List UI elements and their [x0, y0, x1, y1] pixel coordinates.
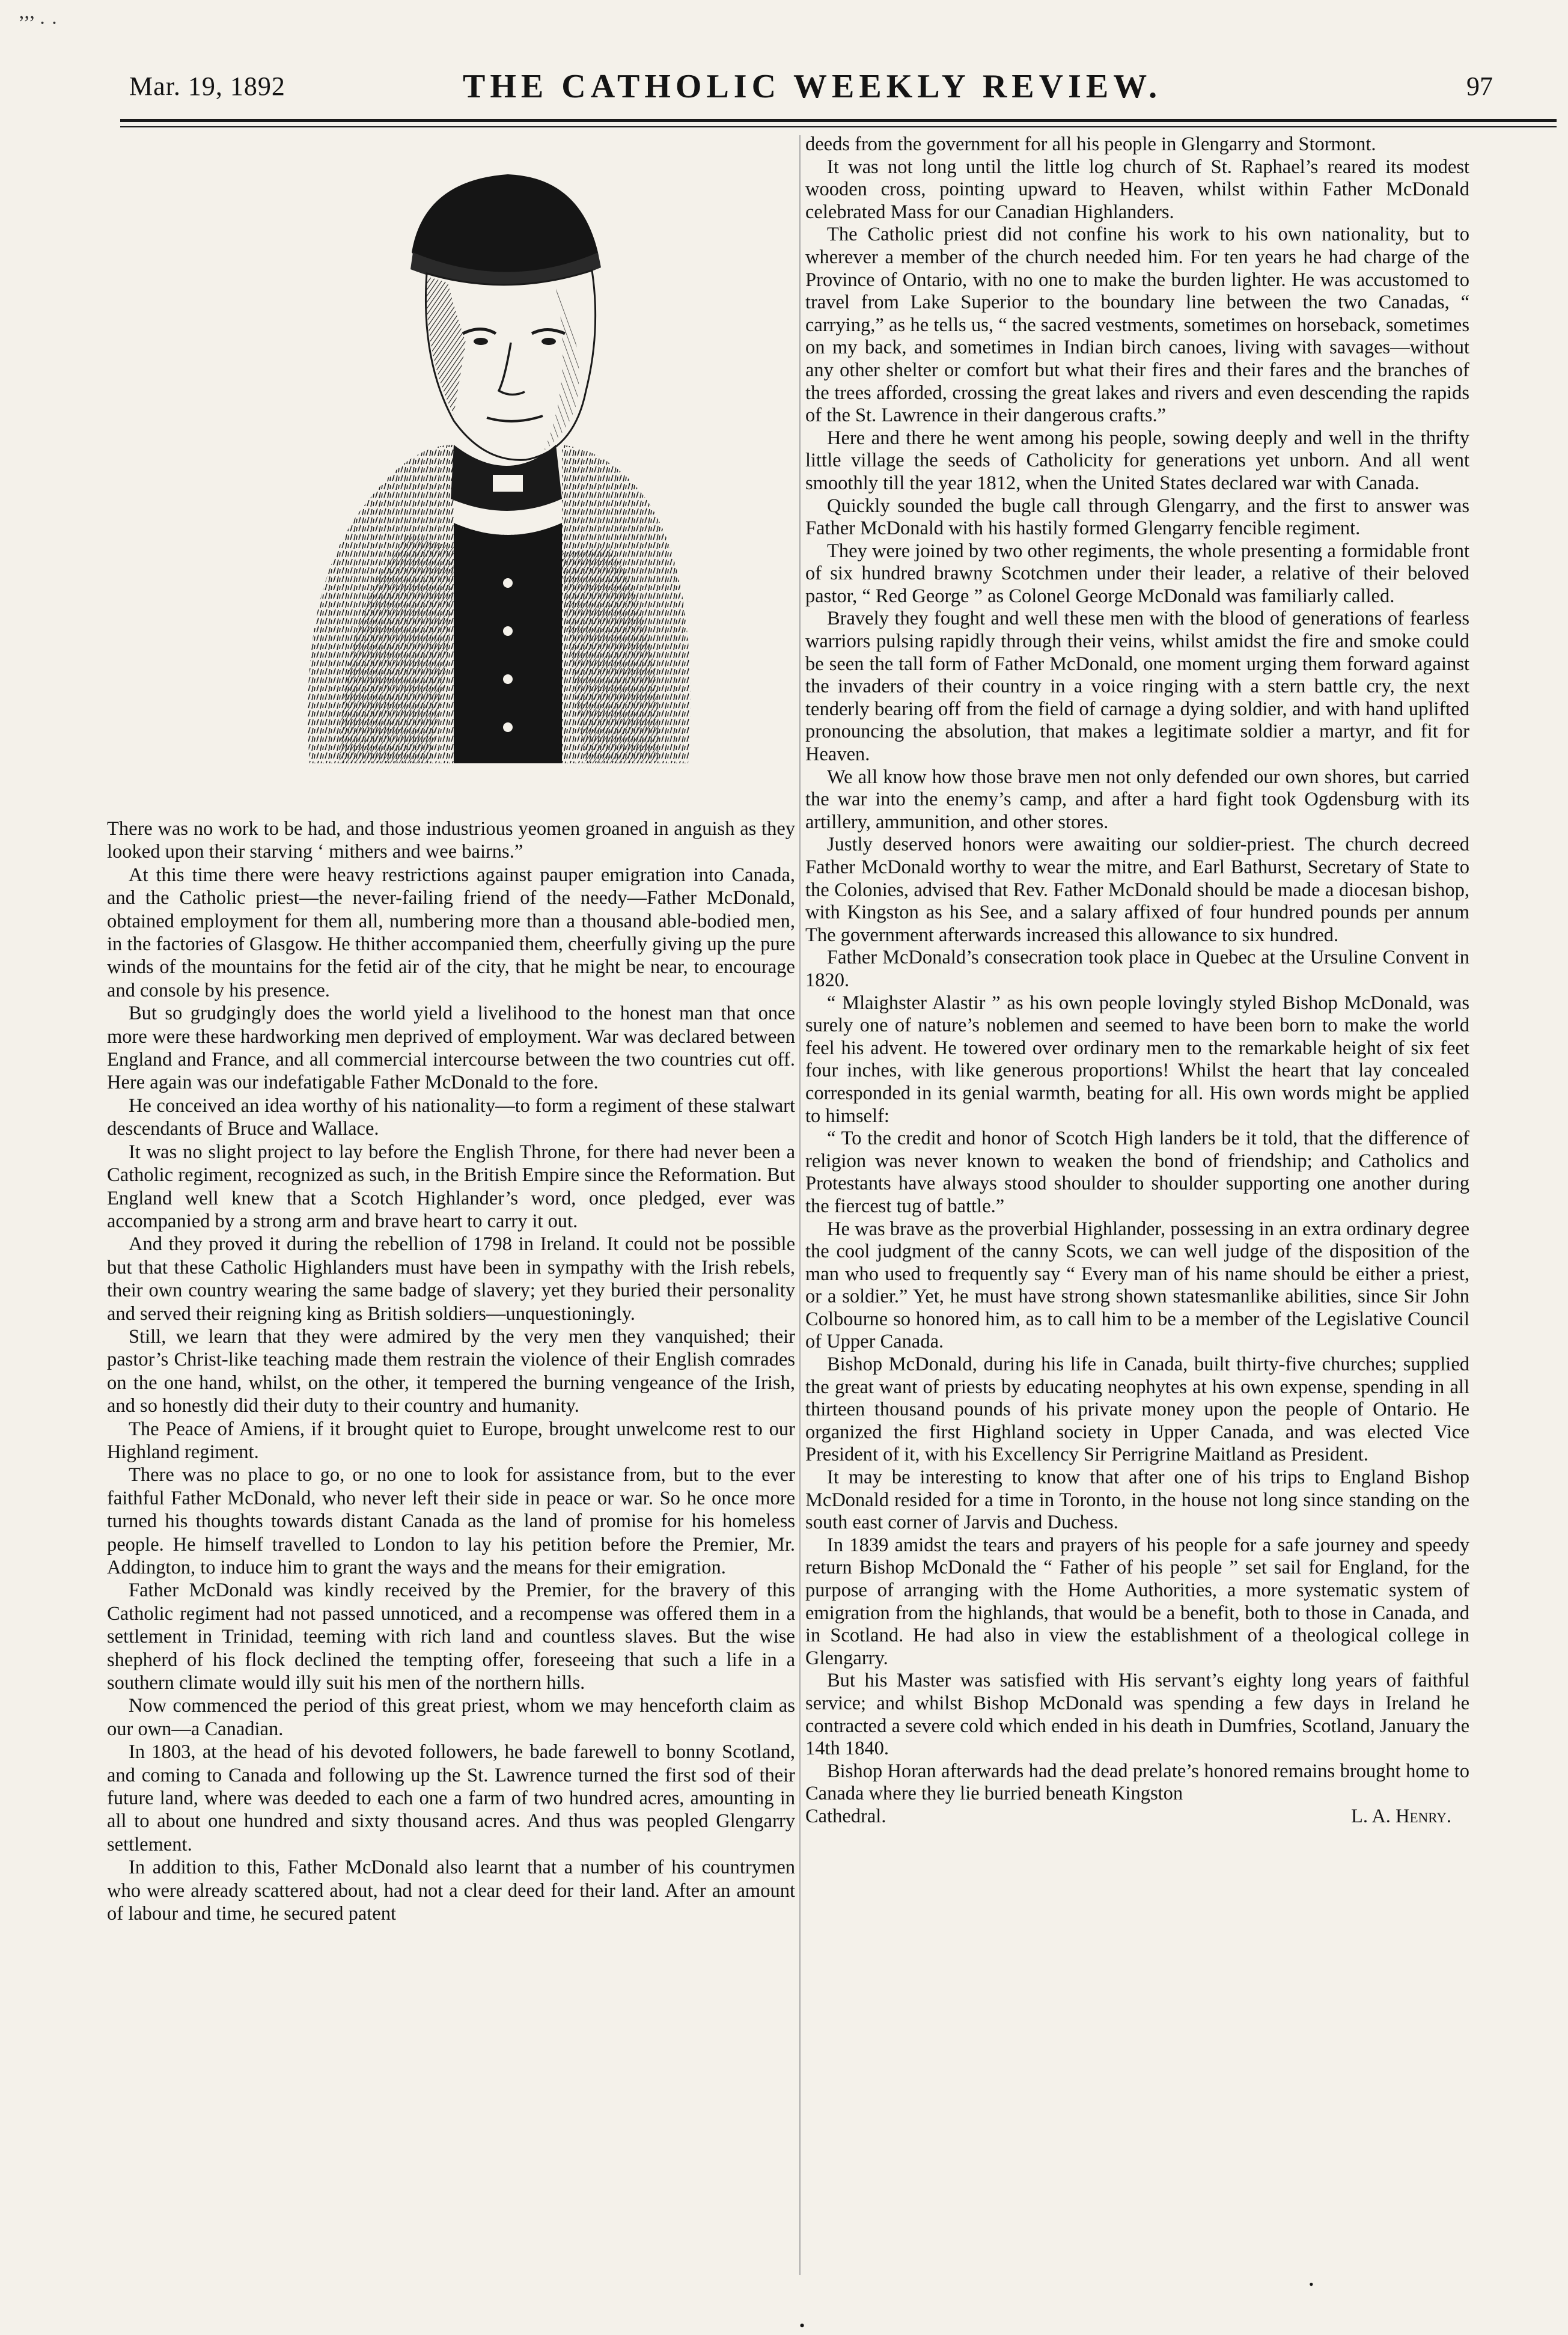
- signature-place: Cathedral.: [805, 1805, 886, 1827]
- paragraph: Here and there he went among his people, sowing deeply and well in the thrifty little village the seeds of Catholicity for generations yet unborn. And all went smoothly till the year 1812, when the United States declared war with Canada.: [805, 427, 1469, 494]
- paragraph: He was brave as the proverbial Highlander, possessing in an extra ordinary degree the cool judgment of the canny Scots, we can well judge of the disposition of the man who used to frequently say “ Every man of his name should be either a priest, or a soldier.” Yet, he must have strong shown statesmanlike abilities, since Sir John Colbourne so honored him, as to call him to be a member of the Legislative Council of Upper Canada.: [805, 1218, 1469, 1353]
- paragraph: But his Master was satisfied with His servant’s eighty long years of faithful service; and whilst Bishop McDonald was spending a few days in Ireland he contracted a severe cold which ended in his death in Dumfries, Scotland, January the 14th 1840.: [805, 1670, 1469, 1760]
- page-number: 97: [1466, 72, 1493, 101]
- issue-date: Mar. 19, 1892: [129, 72, 285, 101]
- paragraph: The Catholic priest did not confine his work to his own nationality, but to wherever a member of the church needed him. For ten years he had charge of the Province of Ontario, with no one to make the burden lighter. He was accustomed to travel from Lake Superior to the boundary line between the two Canadas, “ carrying,” as he tells us, “ the sacred vestments, sometimes on horseback, sometimes on my back, and sometimes in Indian birch canoes, living with savages—without any other shelter or comfort but what their fires and their fares and the branches of the trees afforded, crossing the great lakes and rivers and even descending the rapids of the St. Lawrence in their dangerous crafts.”: [805, 224, 1469, 427]
- paragraph: In addition to this, Father McDonald also learnt that a number of his countrymen who were already scattered about, had not a clear deed for their land. After an amount of labour and time, he secured patent: [107, 1857, 795, 1925]
- paragraph: Bishop Horan afterwards had the dead prelate’s honored remains brought home to Canada where they lie burried beneath Kingston: [805, 1760, 1469, 1805]
- paragraph: Still, we learn that they were admired by the very men they vanquished; their pastor’s Christ-like teaching made them restrain the violence of their English comrades on the one hand, whilst, on the other, it tempered the burning vengeance of the Irish, and so honestly did their duty to their country and humanity.: [107, 1325, 795, 1417]
- corner-mark: ’’’ · ·: [18, 12, 58, 34]
- paragraph: Quickly sounded the bugle call through Glengarry, and the first to answer was Father McDonald with his hastily formed Glengarry fencible regiment.: [805, 495, 1469, 540]
- column-divider: [799, 135, 801, 2275]
- paragraph: They were joined by two other regiments, the whole presenting a formidable front of six hundred brawny Scotchmen under their leader, a relative of their beloved pastor, “ Red George ” as Colonel George McDonald was familiarly called.: [805, 540, 1469, 607]
- paragraph: “ Mlaighster Alastir ” as his own people lovingly styled Bishop McDonald, was surely one of nature’s noblemen and seemed to have been born to make the world feel his advent. He towered over ordinary men to the remarkable height of six feet four inches, with like generous proportions! Whilst the heart that lay concealed corresponded in its genial warmth, beating for all. His own words might be applied to himself:: [805, 992, 1469, 1127]
- paragraph: It was not long until the little log church of St. Raphael’s reared its modest wooden cross, pointing upward to Heaven, whilst within Father McDonald celebrated Mass for our Canadian Highlanders.: [805, 156, 1469, 223]
- paragraph: There was no place to go, or no one to look for assistance from, but to the ever faithful Father McDonald, who never left their side in peace or war. So he once more turned his thoughts towards distant Canada as the land of promise for his homeless people. He himself travelled to London to lay his petition before the Premier, Mr. Addington, to induce him to grant the ways and the means for their emigration.: [107, 1464, 795, 1578]
- signature-line: [805, 1805, 1469, 1828]
- publication-title: THE CATHOLIC WEEKLY REVIEW.: [463, 68, 1162, 105]
- right-column-text: [805, 133, 1469, 1828]
- paragraph: He conceived an idea worthy of his nationality—to form a regiment of these stalwart descendants of Bruce and Wallace.: [107, 1094, 795, 1140]
- paragraph: There was no work to be had, and those industrious yeomen groaned in anguish as they looked upon their starving ‘ mithers and wee bairns.”: [107, 818, 795, 863]
- paragraph: In 1839 amidst the tears and prayers of his people for a safe journey and speedy return Bishop McDonald the “ Father of his people ” set sail for England, for the purpose of arranging with the Home Authorities, a more systematic system of emigration from the highlands, that would be a benefit, both to those in Canada, and in Scotland. He had also in view the establishment of a theological college in Glengarry.: [805, 1534, 1469, 1669]
- paragraph: But so grudgingly does the world yield a livelihood to the honest man that once more were these hardworking men deprived of employment. War was declared between England and France, and all commercial intercourse between the two countries cut off. Here again was our indefatigable Father McDonald to the fore.: [107, 1003, 795, 1094]
- paragraph: It may be interesting to know that after one of his trips to England Bishop McDonald resided for a time in Toronto, in the house not long since standing on the south east corner of Jarvis and Duchess.: [805, 1467, 1469, 1534]
- paragraph: Father McDonald was kindly received by the Premier, for the bravery of this Catholic regiment had not passed unnoticed, and a recompense was offered them in a settlement in Trinidad, teeming with rich land and countless slaves. But the wise shepherd of his flock declined the tempting offer, foreseeing that such a life in a southern climate would illy suit his men of the northern hills.: [107, 1580, 795, 1694]
- paragraph: Now commenced the period of this great priest, whom we may henceforth claim as our own—a Canadian.: [107, 1695, 795, 1740]
- author-signature: L. A. Henry.: [1351, 1805, 1451, 1827]
- header-rule-thick: [120, 119, 1557, 122]
- page-dot: •: [799, 2317, 805, 2334]
- left-column-text: [107, 817, 795, 1926]
- page-header: [0, 0, 1568, 144]
- paragraph: And they proved it during the rebellion of 1798 in Ireland. It could not be possible but that these Catholic Highlanders must have been in sympathy with the Irish rebels, their own country wearing the same badge of slavery; yet they buried their personality and served their reigning king as British soldiers—unquestioningly.: [107, 1233, 795, 1325]
- paragraph: Justly deserved honors were awaiting our soldier-priest. The church decreed Father McDonald worthy to wear the mitre, and Earl Bathurst, Secretary of State to the Colonies, advised that Rev. Father McDonald should be made a diocesan bishop, with Kingston as his See, and a salary affixed of four hundred pounds per annum The government afterwards increased this allowance to six hundred.: [805, 834, 1469, 946]
- paragraph: The Peace of Amiens, if it brought quiet to Europe, brought unwelcome rest to our Highland regiment.: [107, 1418, 795, 1463]
- paragraph: In 1803, at the head of his devoted followers, he bade farewell to bonny Scotland, and coming to Canada and following up the St. Lawrence turned the first sod of their future land, where was deeded to each one a farm of two hundred acres, amounting in all to about one hundred and sixty thousand acres. And thus was peopled Glengarry settlement.: [107, 1741, 795, 1855]
- paragraph: At this time there were heavy restrictions against pauper emigration into Canada, and the Catholic priest—the never-failing friend of the needy—Father McDonald, obtained employment for them all, numbering more than a thousand able-bodied men, in the factories of Glasgow. He thither accompanied them, cheerfully giving up the pure winds of the mountains for the fetid air of the city, that he might be near, to encourage and console by his presence.: [107, 864, 795, 1001]
- header-rule-thin: [120, 126, 1557, 127]
- paragraph: It was no slight project to lay before the English Throne, for there had never been a Catholic regiment, recognized as such, in the British Empire since the Reformation. But England well knew that a Scotch Highlander’s word, once pledged, ever was accompanied by a strong arm and brave heart to carry it out.: [107, 1141, 795, 1232]
- portrait-engraving-icon: [273, 162, 706, 799]
- paragraph: deeds from the government for all his people in Glengarry and Stormont.: [805, 133, 1376, 155]
- paragraph: Bravely they fought and well these men with the blood of generations of fearless warriors pulsing rapidly through their veins, whilst amidst the fire and smoke could be seen the tall form of Father McDonald, one moment urging them forward against the invaders of their country in a voice ringing with a stern battle cry, the next tenderly bearing off from the field of carnage a dying soldier, and with hand uplifted pronouncing the absolution, that makes a legitimate soldier a martyr, and fit for Heaven.: [805, 608, 1469, 766]
- stray-mark: •: [1309, 2277, 1314, 2292]
- paragraph: Bishop McDonald, during his life in Canada, built thirty-five churches; supplied the great want of priests by educating neophytes at his own expense, spending in all thirteen thousand pounds of his private money upon the people of Ontario. He organized the first Highland society in Upper Canada, and was elected Vice President of it, with his Excellency Sir Perrigrine Maitland as President.: [805, 1354, 1469, 1466]
- paragraph: “ To the credit and honor of Scotch High landers be it told, that the difference of religion was never known to weaken the bond of friendship; and Catholics and Protestants have always stood shoulder to shoulder supporting one another during the fiercest tug of battle.”: [805, 1128, 1469, 1217]
- paragraph: We all know how those brave men not only defended our own shores, but carried the war into the enemy’s camp, and after a hard fight took Ogdensburg with its artillery, ammunition, and other stores.: [805, 766, 1469, 833]
- paragraph: Father McDonald’s consecration took place in Quebec at the Ursuline Convent in 1820.: [805, 947, 1469, 991]
